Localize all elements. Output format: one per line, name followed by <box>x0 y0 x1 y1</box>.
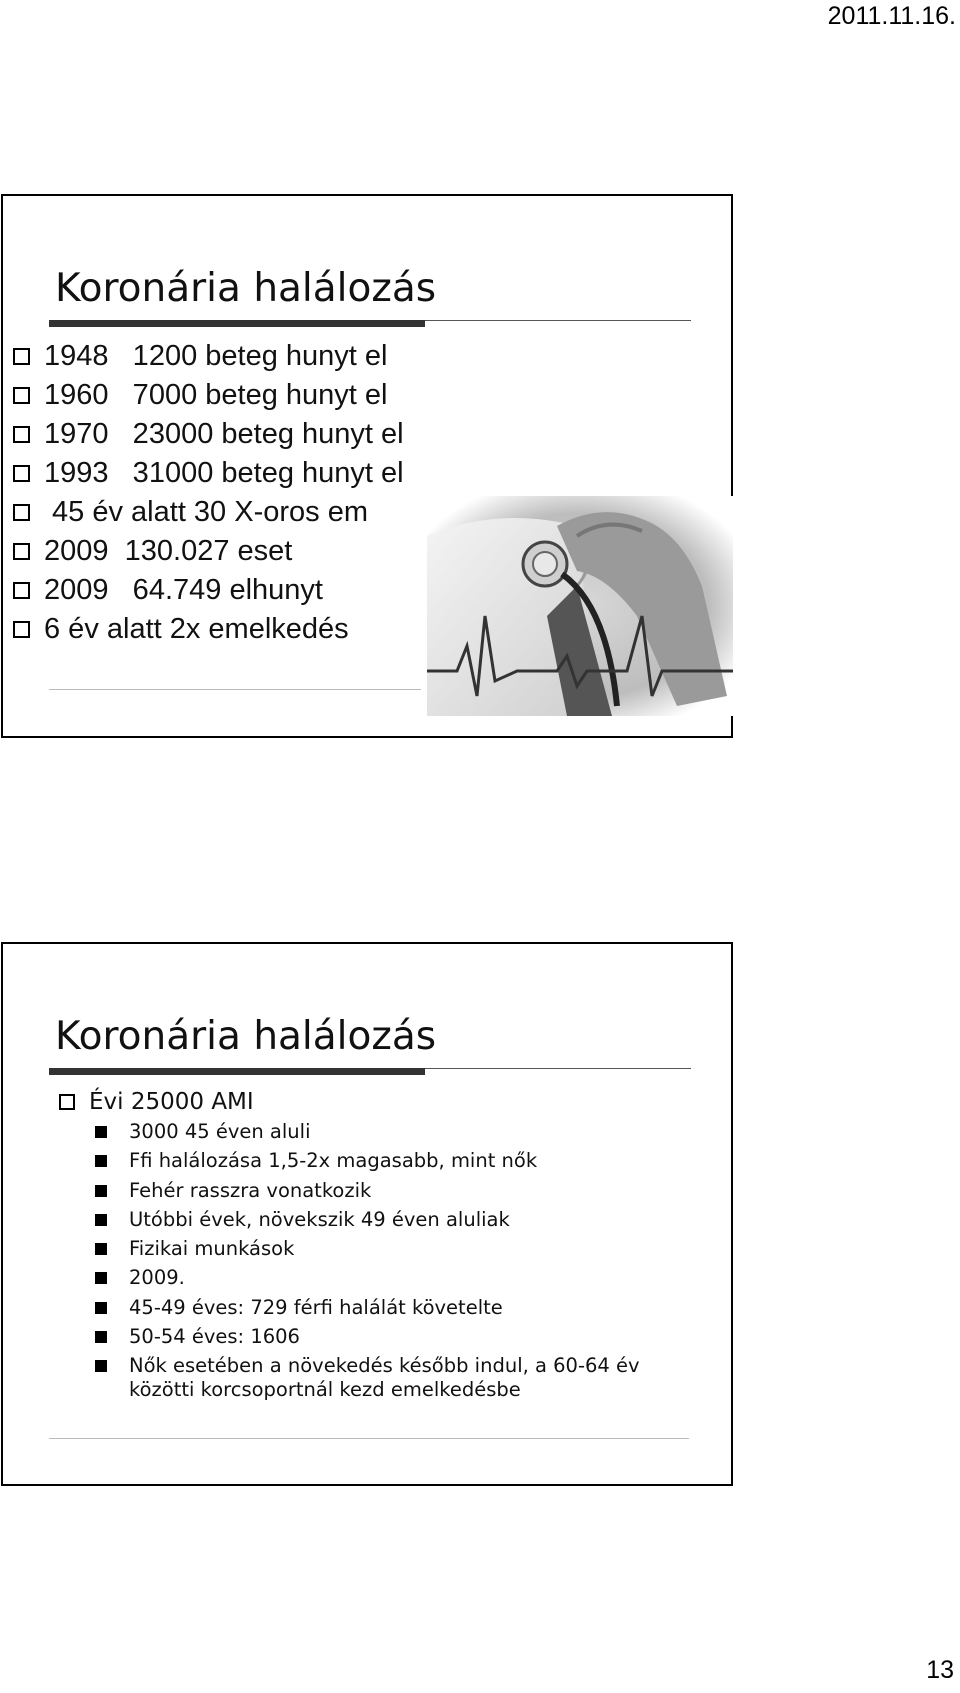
list-item-text: 3000 45 éven aluli <box>129 1120 311 1143</box>
sub-list-item <box>95 1179 695 1208</box>
list-item-text: 45 év alatt 30 X-oros em <box>44 496 368 528</box>
checkbox-bullet-icon <box>13 426 30 443</box>
square-bullet-icon <box>95 1360 107 1372</box>
square-bullet-icon <box>95 1185 107 1197</box>
list-item-text: 1960 7000 beteg hunyt el <box>44 379 388 411</box>
list-item-text: 50-54 éves: 1606 <box>129 1325 300 1349</box>
sub-list-item <box>95 1296 695 1325</box>
list-item-text: 1948 1200 beteg hunyt el <box>44 340 388 372</box>
list-item-text: 2009 64.749 elhunyt <box>44 574 323 606</box>
list-item-text: 2009 130.027 eset <box>44 535 293 567</box>
square-bullet-icon <box>95 1243 107 1255</box>
title-underline-thin <box>425 320 691 321</box>
list-item <box>59 1089 254 1115</box>
checkbox-bullet-icon <box>13 543 30 560</box>
sub-bullet-list <box>95 1120 695 1402</box>
title-underline-thick <box>49 320 425 327</box>
checkbox-bullet-icon <box>13 582 30 599</box>
list-item-text: 1993 31000 beteg hunyt el <box>44 457 404 489</box>
list-item <box>13 454 713 493</box>
checkbox-bullet-icon <box>59 1094 75 1110</box>
checkbox-bullet-icon <box>13 621 30 638</box>
list-item-text: Fizikai munkások <box>129 1237 295 1261</box>
list-item-text: Ffi halálozása 1,5-2x magasabb, mint nők <box>129 1149 538 1173</box>
square-bullet-icon <box>95 1331 107 1343</box>
list-item <box>13 415 713 454</box>
slide-title: Koronária halálozás <box>55 1014 437 1059</box>
square-bullet-icon <box>95 1155 107 1167</box>
list-item-text: Nők esetében a növekedés később indul, a 60-64 év közötti korcsoportnál kezd emelkedésbe <box>129 1354 640 1402</box>
checkbox-bullet-icon <box>13 504 30 521</box>
stethoscope-ecg-photo-icon <box>427 496 733 716</box>
list-item <box>13 337 713 376</box>
page-number: 13 <box>926 1656 954 1684</box>
checkbox-bullet-icon <box>13 348 30 365</box>
list-item-text: 2009. <box>129 1266 185 1290</box>
list-item-text: 6 év alatt 2x emelkedés <box>44 613 349 645</box>
sub-list-item <box>95 1149 695 1178</box>
square-bullet-icon <box>95 1302 107 1314</box>
square-bullet-icon <box>95 1126 107 1138</box>
title-underline-thin <box>425 1068 691 1069</box>
square-bullet-icon <box>95 1272 107 1284</box>
list-item-text: Fehér rasszra vonatkozik <box>129 1178 372 1202</box>
slide-2 <box>1 942 733 1486</box>
square-bullet-icon <box>95 1214 107 1226</box>
title-underline-thick <box>49 1068 425 1075</box>
slide-1 <box>1 194 733 738</box>
slide-title: Koronária halálozás <box>55 266 437 311</box>
checkbox-bullet-icon <box>13 465 30 482</box>
sub-list-item <box>95 1208 695 1237</box>
list-item-text: 45-49 éves: 729 férfi halálát követelte <box>129 1295 503 1319</box>
list-item-text: Utóbbi évek, növekszik 49 éven aluliak <box>129 1207 510 1231</box>
checkbox-bullet-icon <box>13 387 30 404</box>
sub-list-item <box>95 1354 695 1402</box>
slide-bottom-rule <box>49 689 421 690</box>
list-item <box>13 376 713 415</box>
sub-list-item <box>95 1325 695 1354</box>
header-date: 2011.11.16. <box>827 2 956 30</box>
list-item-text: 1970 23000 beteg hunyt el <box>44 418 404 450</box>
list-item-text: Évi 25000 AMI <box>89 1089 254 1115</box>
sub-list-item <box>95 1120 695 1149</box>
slide-bottom-rule <box>49 1438 689 1439</box>
sub-list-item <box>95 1266 695 1295</box>
sub-list-item <box>95 1237 695 1266</box>
